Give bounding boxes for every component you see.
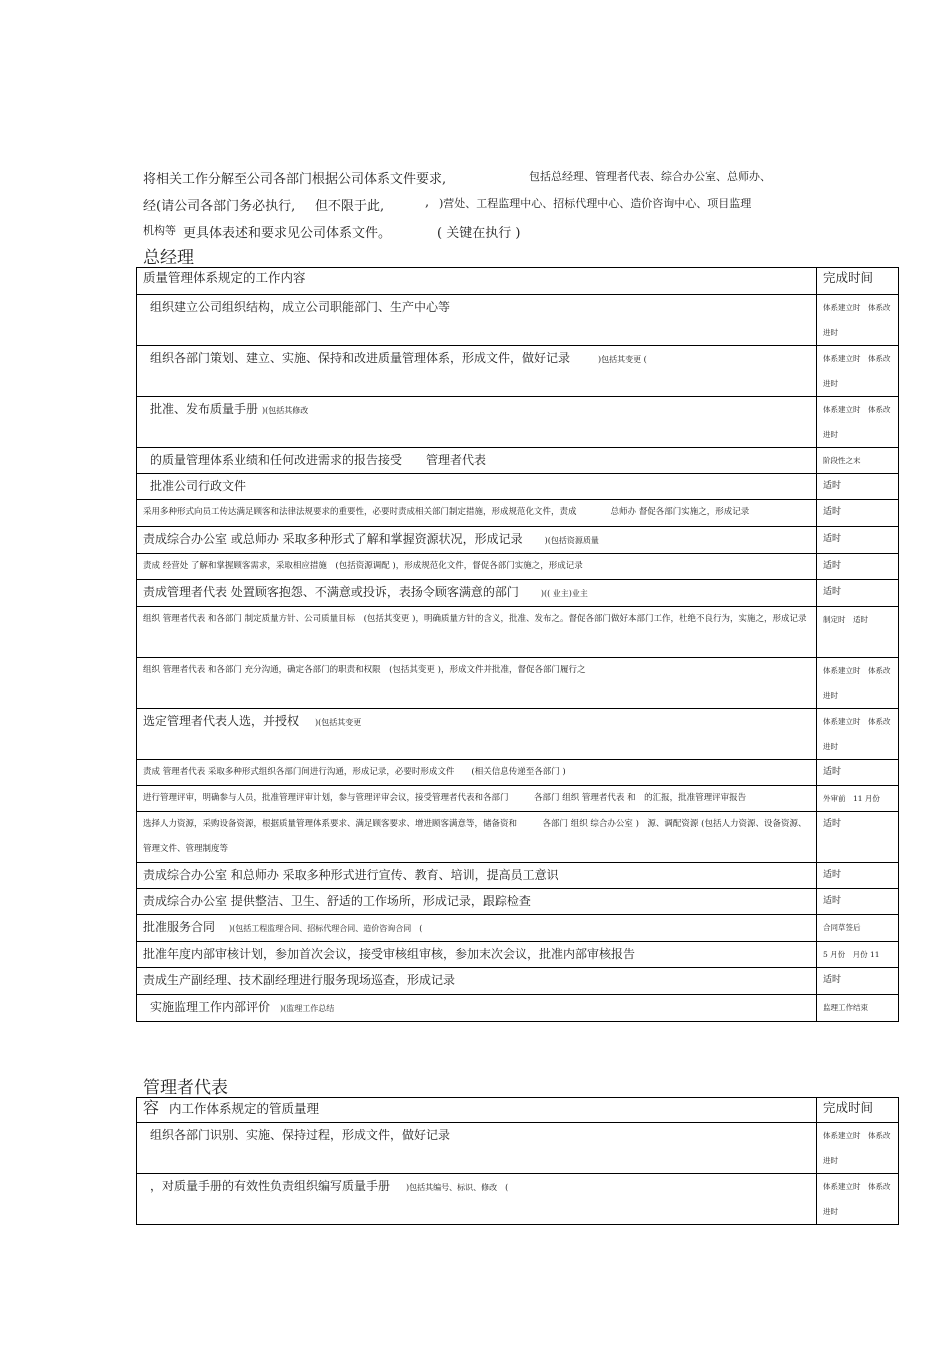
section-title-management-representative: 管理者代表 xyxy=(143,1078,228,1098)
task-text: 责成生产副经理、技术副经理进行服务现场巡查，形成记录 xyxy=(143,973,456,987)
task-note: )(包括工程监理合同、招标代理合同、造价咨询合同 ( xyxy=(229,924,423,933)
task-note: )(包括资源质量 xyxy=(544,536,599,545)
table-row xyxy=(137,448,899,474)
section-title-general-manager: 总经理 xyxy=(143,248,194,268)
intro-text: )营处、工程监理中心、招标代理中心、造价咨询中心、项目监理 xyxy=(439,197,752,210)
table-header-row xyxy=(137,1098,899,1123)
task-text: 批准服务合同 xyxy=(143,920,216,934)
table-row xyxy=(137,474,899,500)
task-text: 组织 管理者代表 和各部门 充分沟通，确定各部门的职责和权限 (包括其变更 )，形成文件并批准，督促各部门履行之 xyxy=(143,665,586,675)
table-row xyxy=(137,1123,899,1174)
task-text: 的质量管理体系业绩和任何改进需求的报告接受 管理者代表 xyxy=(150,453,487,467)
task-text: 进行管理评审，明确参与人员，批准管理评审计划，参与管理评审会议，接受管理者代表和各部门 各部门 组织 管理者代表 和 的汇报，批准管理评审报告 xyxy=(143,793,747,803)
header-content: 质量管理体系规定的工作内容 xyxy=(137,268,817,295)
table-row xyxy=(137,658,899,709)
intro-line-1 xyxy=(143,168,803,195)
task-text: 组织 管理者代表 和各部门 制定质量方针、公司质量目标 (包括其变更 )，明确质量方针的含义，批准、发布之。督促各部门做好本部门工作，杜绝不良行为，实施之，形成记录 xyxy=(143,614,807,624)
time-cell: 体系建立时 体系改进时 xyxy=(823,303,891,337)
header-content-prefix: 容 xyxy=(143,1098,160,1117)
time-cell: 外审前 11 月份 xyxy=(823,794,880,803)
intro-text: , xyxy=(425,195,430,210)
table-row xyxy=(137,527,899,554)
time-cell: 体系建立时 体系改进时 xyxy=(823,405,891,439)
table-row xyxy=(137,760,899,786)
time-cell: 体系建立时 体系改进时 xyxy=(823,717,891,751)
table-row xyxy=(137,1174,899,1225)
table-row xyxy=(137,554,899,580)
task-note: )包括其编号、标识、修改 ( xyxy=(406,1183,509,1192)
time-cell: 适时 xyxy=(823,587,842,597)
intro-text: 将相关工作分解至公司各部门根据公司体系文件要求, xyxy=(143,172,447,187)
time-cell: 适时 xyxy=(823,481,842,491)
intro-paragraph xyxy=(143,168,803,249)
table-row xyxy=(137,295,899,346)
task-text: 组织各部门识别、实施、保持过程，形成文件，做好记录 xyxy=(150,1128,451,1142)
table-row xyxy=(137,607,899,658)
time-cell: 阶段性之末 xyxy=(823,456,861,465)
time-cell: 合同草签后 xyxy=(823,923,861,932)
time-cell: 适时 xyxy=(823,896,842,906)
time-cell: 体系建立时 体系改进时 xyxy=(823,1182,891,1216)
task-text: 责成综合办公室 提供整洁、卫生、舒适的工作场所，形成记录，跟踪检查 xyxy=(143,894,531,908)
task-note: )(包括其修改 xyxy=(262,406,309,415)
header-time: 完成时间 xyxy=(817,268,899,295)
table-row xyxy=(137,968,899,995)
table-row xyxy=(137,995,899,1022)
time-cell: 制定时 适时 xyxy=(823,615,868,624)
table-row xyxy=(137,915,899,942)
time-cell: 适时 xyxy=(823,534,842,544)
time-cell: 监理工作结束 xyxy=(823,1003,868,1012)
intro-text: 但不限于此, xyxy=(315,199,385,214)
header-time: 完成时间 xyxy=(817,1098,899,1123)
table-row xyxy=(137,812,899,863)
task-text: 选择人力资源，采购设备资源，根据质量管理体系要求、满足顾客要求、增进顾客满意等，储备资和 各部门 组织 综合办公室 ) 源、调配资源 (包括人力资源、设备资源、管理文件、管理制度等 xyxy=(143,819,807,854)
table-row xyxy=(137,786,899,812)
task-text: 责成 经营处 了解和掌握顾客需求，采取相应措施 (包括资源调配 )，形成规范化文件，督促各部门实施之，形成记录 xyxy=(143,561,583,571)
task-text: 批准公司行政文件 xyxy=(150,479,247,493)
table-row xyxy=(137,863,899,889)
table-row xyxy=(137,580,899,607)
task-text: 责成综合办公室 和总师办 采取多种形式进行宣传、教育、培训，提高员工意识 xyxy=(143,868,559,882)
task-text: 实施监理工作内部评价 xyxy=(150,1000,271,1014)
intro-text: 经(请公司各部门务必执行, xyxy=(143,199,296,214)
table-row xyxy=(137,889,899,915)
task-note: )包括其变更 ( xyxy=(598,355,647,364)
intro-text: 包括总经理、管理者代表、综合办公室、总师办、 xyxy=(529,170,771,183)
intro-text: 更具体表述和要求见公司体系文件。 xyxy=(183,226,392,241)
time-cell: 适时 xyxy=(823,870,842,880)
task-text: 批准、发布质量手册 xyxy=(150,402,259,416)
time-cell: 5 月份 月份 11 xyxy=(823,950,880,959)
intro-line-2 xyxy=(143,195,803,222)
task-note: 总师办 督促各部门实施之，形成记录 xyxy=(610,507,750,517)
table-header-row xyxy=(137,268,899,295)
table-row xyxy=(137,500,899,527)
time-cell: 适时 xyxy=(823,767,842,777)
task-text: 选定管理者代表人选，并授权 xyxy=(143,714,300,728)
intro-text: ( 关键在执行 ) xyxy=(437,226,521,241)
header-content: 内工作体系规定的管质量理 xyxy=(169,1101,320,1116)
task-text: 责成管理者代表 处置顾客抱怨、不满意或投诉，表扬令顾客满意的部门 xyxy=(143,585,519,599)
task-note: )(( 业主)业主 xyxy=(540,589,588,598)
intro-text: 机构等 xyxy=(143,224,176,237)
task-text: 组织建立公司组织结构，成立公司职能部门、生产中心等 xyxy=(150,300,451,314)
time-cell: 适时 xyxy=(823,975,842,985)
time-cell: 体系建立时 体系改进时 xyxy=(823,354,891,388)
task-text: 组织各部门策划、建立、实施、保持和改进质量管理体系，形成文件，做好记录 xyxy=(150,351,571,365)
table-row xyxy=(137,709,899,760)
task-note: )(监理工作总结 xyxy=(280,1004,335,1013)
task-note: )(包括其变更 xyxy=(315,718,362,727)
task-text: 责成综合办公室 或总师办 采取多种形式了解和掌握资源状况，形成记录 xyxy=(143,532,523,546)
table-row xyxy=(137,942,899,968)
task-text: ，对质量手册的有效性负责组织编写质量手册 xyxy=(150,1179,391,1193)
general-manager-duty-table xyxy=(136,267,899,1022)
time-cell: 体系建立时 体系改进时 xyxy=(823,666,891,700)
time-cell: 适时 xyxy=(823,507,842,517)
table-row xyxy=(137,346,899,397)
time-cell: 体系建立时 体系改进时 xyxy=(823,1131,891,1165)
task-text: 责成 管理者代表 采取多种形式组织各部门间进行沟通，形成记录，必要时形成文件 (相关信息传递至各部门 ) xyxy=(143,767,566,777)
task-text: 批准年度内部审核计划，参加首次会议，接受审核组审核，参加末次会议，批准内部审核报告 xyxy=(143,947,636,961)
table-row xyxy=(137,397,899,448)
time-cell: 适时 xyxy=(823,561,842,571)
management-representative-duty-table xyxy=(136,1097,899,1225)
task-text: 采用多种形式向员工传达满足顾客和法律法规要求的重要性，必要时责成相关部门制定措施，形成规范化文件，责成 xyxy=(143,507,577,517)
intro-line-3 xyxy=(143,222,803,249)
time-cell: 适时 xyxy=(823,819,842,829)
